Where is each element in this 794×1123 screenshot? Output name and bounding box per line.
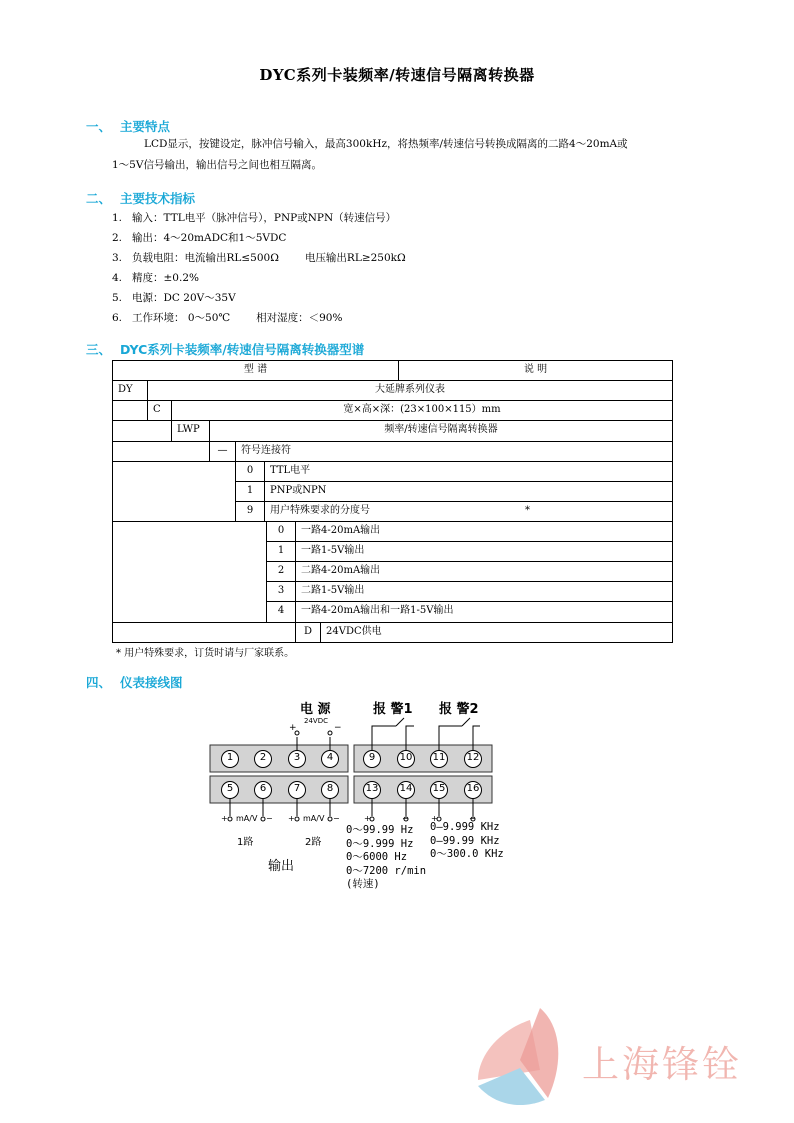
section-1-line-1: LCD显示，按键设定，脉冲信号输入，最高300kHz，将热频率/转速信号转换成隔离的二路4～20mA或: [144, 138, 628, 150]
range-item: 0～6000 Hz: [346, 851, 408, 863]
terminal-number: 15: [432, 783, 446, 794]
section-2-title: 主要技术指标: [120, 191, 196, 206]
out1-signal-label: mA/V: [236, 814, 258, 823]
range-item: 0～300.0 KHz: [430, 848, 504, 860]
terminal-number: 3: [293, 752, 301, 763]
range-item: 0—99.99 KHz: [430, 834, 500, 847]
out1-plus-sign: +: [221, 814, 228, 823]
table-code-dy: DY: [112, 380, 148, 401]
table-input-code: 1: [236, 481, 265, 502]
section-1-number: 一、: [86, 119, 112, 134]
range-item: (转速): [346, 878, 380, 890]
table-note: * 用户特殊要求，订货时请与厂家联系。: [116, 648, 295, 659]
table-power-desc: 24VDC供电: [321, 622, 673, 643]
output-label: 输出: [268, 859, 295, 874]
channel-2-label: 2路: [305, 837, 322, 848]
table-output-desc: 二路4-20mA输出: [296, 561, 673, 582]
channel-1-label: 1路: [237, 837, 254, 848]
table-output-code: 0: [267, 521, 296, 542]
table-input-desc: 用户特殊要求的分度号 *: [265, 501, 673, 522]
terminal-number: 10: [399, 752, 413, 763]
table-output-desc: 二路1-5V输出: [296, 581, 673, 602]
table-output-code: 1: [267, 541, 296, 562]
table-input-desc: PNP或NPN: [265, 481, 673, 502]
range-item: 0～7200 r/min: [346, 864, 427, 877]
terminal-number: 1: [226, 752, 234, 763]
terminal-number: 6: [259, 783, 267, 794]
terminal-number: 12: [466, 752, 480, 763]
table-code-c: C: [148, 400, 172, 421]
section-3-title: DYC系列卡装频率/转速信号隔离转换器型谱: [120, 342, 365, 357]
table-desc-lwp: 频率/转速信号隔离转换器: [210, 420, 673, 442]
alarm-2-label: 报 警2: [439, 702, 479, 717]
table-output-desc: 一路4-20mA输出和一路1-5V输出: [296, 601, 673, 623]
table-output-code: 3: [267, 581, 296, 602]
power-plus-sign: +: [289, 723, 297, 733]
table-header-desc: 说 明: [399, 360, 673, 381]
in1-minus-sign: −: [402, 814, 409, 823]
table-output-code: 2: [267, 561, 296, 582]
table-code-lwp: LWP: [172, 420, 210, 442]
table-header-model: 型 谱: [112, 360, 399, 381]
in2-minus-sign: −: [469, 814, 476, 823]
company-logo-text: 上海锋铨: [582, 1043, 742, 1086]
table-input-code: 0: [236, 461, 265, 482]
terminal-number: 7: [293, 783, 301, 794]
logo-mark: [478, 1008, 558, 1105]
table-star: *: [525, 505, 530, 516]
section-4-number: 四、: [86, 675, 112, 690]
power-label: 电 源: [300, 702, 331, 717]
spec-item: 1. 输入：TTL电平（脉冲信号），PNP或NPN（转速信号）: [112, 212, 397, 224]
in1-plus-sign: +: [364, 814, 371, 823]
terminal-number: 14: [399, 783, 413, 794]
terminal-number: 11: [432, 752, 446, 763]
spec-item: 4. 精度：±0.2%: [112, 272, 199, 284]
out2-minus-sign: −: [333, 814, 340, 823]
spec-item: 5. 电源：DC 20V～35V: [112, 292, 236, 304]
section-4-title: 仪表接线图: [120, 675, 183, 690]
table-power-code: D: [296, 622, 321, 643]
table-code-dash: —: [210, 441, 236, 462]
range-item: 0—9.999 KHz: [430, 821, 500, 833]
table-output-code: 4: [267, 601, 296, 623]
range-item: 0～99.99 Hz: [346, 824, 414, 836]
table-desc-dash: 符号连接符: [236, 441, 673, 462]
range-list-right: [430, 821, 504, 862]
document-title: DYC系列卡装频率/转速信号隔离转换器: [259, 66, 535, 84]
table-desc-c: 宽×高×深：(23×100×115）mm: [172, 400, 673, 421]
out1-minus-sign: −: [266, 814, 273, 823]
spec-item: 6. 工作环境： 0～50℃ 相对湿度：＜90%: [112, 312, 343, 324]
in2-plus-sign: +: [431, 814, 438, 823]
table-input-code: 9: [236, 501, 265, 522]
terminal-number: 13: [365, 783, 379, 794]
range-list-left: [346, 824, 426, 892]
spec-item: 2. 输出：4～20mADC和1～5VDC: [112, 232, 287, 244]
table-input-desc: TTL电平: [265, 461, 673, 482]
table-output-desc: 一路1-5V输出: [296, 541, 673, 562]
alarm-1-label: 报 警1: [373, 702, 413, 717]
out2-signal-label: mA/V: [303, 814, 325, 823]
terminal-number: 4: [326, 752, 334, 763]
section-3-number: 三、: [86, 342, 112, 357]
terminal-number: 8: [326, 783, 334, 794]
terminal-number: 5: [226, 783, 234, 794]
power-minus-sign: −: [334, 723, 342, 733]
table-output-desc: 一路4-20mA输出: [296, 521, 673, 542]
range-item: 0～9.999 Hz: [346, 837, 414, 850]
spec-item: 3. 负载电阻：电流输出RL≤500Ω 电压输出RL≥250kΩ: [112, 252, 406, 264]
terminal-number: 2: [259, 752, 267, 763]
terminal-number: 16: [466, 783, 480, 794]
out2-plus-sign: +: [288, 814, 295, 823]
section-1-title: 主要特点: [120, 119, 171, 134]
power-voltage-label: 24VDC: [304, 717, 328, 725]
section-1-line-2: 1～5V信号输出，输出信号之间也相互隔离。: [112, 159, 322, 171]
table-desc-dy: 大延牌系列仪表: [148, 380, 673, 401]
terminal-number: 9: [368, 752, 376, 763]
section-2-number: 二、: [86, 191, 112, 206]
